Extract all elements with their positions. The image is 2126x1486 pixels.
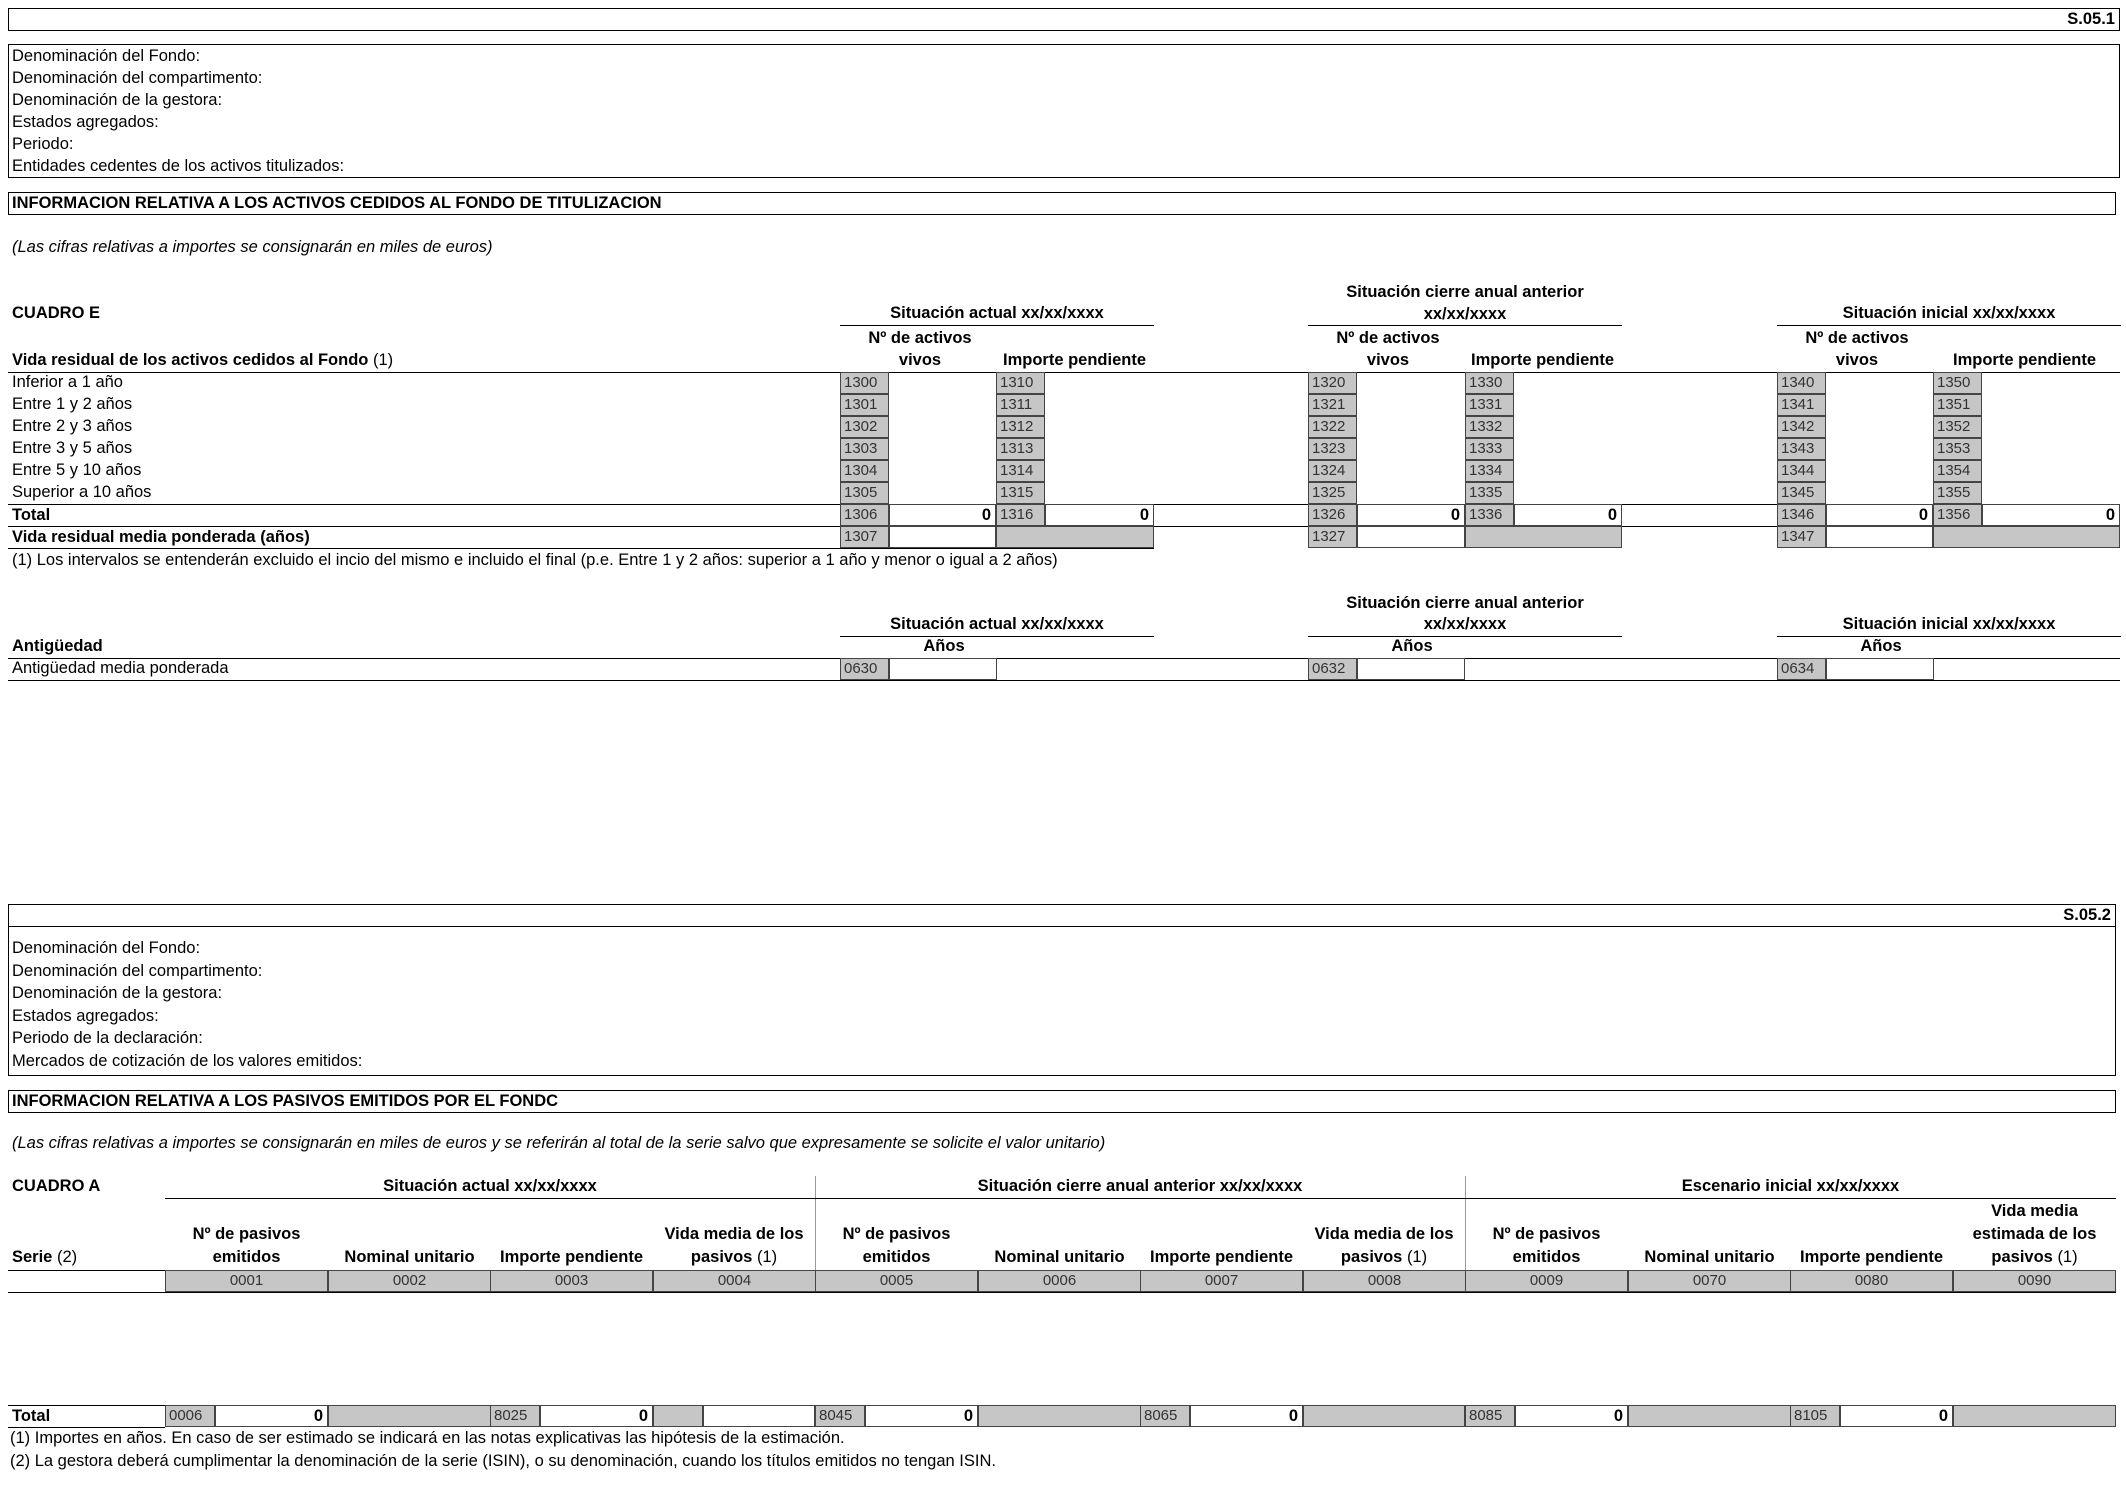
field-code: 1343: [1777, 438, 1826, 460]
s051-cuadro: CUADRO E: [12, 304, 101, 322]
s052-col-vida-est: [1953, 1248, 2116, 1267]
field-code: 1340: [1777, 372, 1826, 394]
total-code: 1356: [1933, 504, 1982, 526]
total-code: 1316: [996, 504, 1045, 526]
s052-group-inicial: Escenario inicial xx/xx/xxxx: [1681, 1177, 1900, 1195]
s052-code: S.05.2: [2063, 906, 2111, 924]
s052-header-line: Denominación del Fondo:: [12, 939, 201, 957]
s052-col-vida-text: pasivos: [1340, 1248, 1403, 1266]
s052-col-vida-text: pasivos: [1991, 1248, 2053, 1266]
ant-value[interactable]: [1357, 658, 1465, 680]
total-code: 8105: [1790, 1405, 1840, 1427]
s052-col-vida-ref: (1): [2057, 1248, 2078, 1266]
s051-vida-bottom-line: [8, 548, 1154, 549]
s051-group-actual-line: [840, 325, 1154, 326]
total-value[interactable]: 0: [1515, 1405, 1628, 1427]
field-code: 1310: [996, 372, 1045, 394]
s051-col-n: Nº de activos: [1805, 329, 1909, 347]
s052-header-line: Mercados de cotización de los valores emitidos:: [12, 1052, 363, 1070]
s052-total-top-line: [8, 1405, 165, 1406]
s052-col-importe: Importe pendiente: [1149, 1248, 1293, 1266]
total-code: 1306: [840, 504, 889, 526]
field-code: 0004: [653, 1270, 816, 1292]
field-code: 1334: [1465, 460, 1514, 482]
ant-code: 0634: [1777, 658, 1826, 680]
s051-header-line: Denominación del compartimento:: [12, 69, 263, 87]
s052-col-vida-text: pasivos: [690, 1248, 753, 1266]
s052-serie-text: Serie: [12, 1248, 53, 1266]
field-code: 1325: [1308, 482, 1357, 504]
total-value[interactable]: 0: [1357, 504, 1465, 526]
s051-col-importe: Importe pendiente: [1003, 351, 1147, 369]
total-value[interactable]: 0: [1190, 1405, 1303, 1427]
field-code: 1351: [1933, 394, 1982, 416]
field-code: 1313: [996, 438, 1045, 460]
s051-ant-group-actual: Situación actual xx/xx/xxxx: [890, 615, 1104, 633]
total-code: 8025: [490, 1405, 540, 1427]
vida-greyed: [1933, 526, 2120, 548]
field-code: 1331: [1465, 394, 1514, 416]
s052-col-nominal: Nominal unitario: [1644, 1248, 1775, 1266]
field-code: 1300: [840, 372, 889, 394]
s052-group-anterior: Situación cierre anual anterior xx/xx/xxxx: [977, 1177, 1303, 1195]
total-code: 8045: [815, 1405, 865, 1427]
s052-total-label: Total: [12, 1407, 51, 1425]
s052-col-n: emitidos: [212, 1248, 281, 1266]
s051-ant-row-label: Antigüedad media ponderada: [12, 659, 229, 677]
s051-row-label: Entre 1 y 2 años: [12, 395, 133, 413]
s051-row-header: [12, 351, 393, 370]
s051-row-label: Inferior a 1 año: [12, 373, 123, 391]
s051-section-title: INFORMACION RELATIVA A LOS ACTIVOS CEDIDOS AL FONDO DE TITULIZACION: [12, 194, 662, 212]
field-code: 1314: [996, 460, 1045, 482]
s051-group-anterior: Situación cierre anual anterior: [1346, 283, 1584, 301]
s051-ant-group-anterior-date: xx/xx/xxxx: [1423, 615, 1507, 633]
s052-total-bottom-line: [8, 1427, 165, 1428]
s051-ant-col: Años: [1860, 637, 1902, 655]
s052-col-n: Nº de pasivos: [842, 1225, 951, 1243]
field-code: 0009: [1465, 1270, 1628, 1292]
s051-col-importe: Importe pendiente: [1953, 351, 2097, 369]
field-code: 1324: [1308, 460, 1357, 482]
total-code: 1336: [1465, 504, 1514, 526]
field-code: 0008: [1303, 1270, 1466, 1292]
field-code: 0002: [328, 1270, 491, 1292]
vida-greyed: [1465, 526, 1622, 548]
s051-ant-col: Años: [1391, 637, 1433, 655]
s051-col-importe: Importe pendiente: [1471, 351, 1615, 369]
total-value[interactable]: 0: [1840, 1405, 1953, 1427]
total-value[interactable]: 0: [1514, 504, 1622, 526]
s052-footnote: (1) Importes en años. En caso de ser estimado se indicará en las notas explicativas las hipótesis de la estimación.: [10, 1429, 845, 1447]
field-code: 0006: [978, 1270, 1141, 1292]
field-code: 1341: [1777, 394, 1826, 416]
s052-serie-label: [12, 1248, 77, 1267]
s052-header-line: Denominación del compartimento:: [12, 962, 263, 980]
s051-group-anterior-line: [1308, 325, 1622, 326]
s051-col-n: vivos: [1835, 351, 1879, 369]
field-code: 0005: [815, 1270, 978, 1292]
vida-value[interactable]: [1357, 526, 1465, 548]
s051-ant-col: Años: [923, 637, 965, 655]
total-code: 1326: [1308, 504, 1357, 526]
field-code: 0007: [1140, 1270, 1303, 1292]
total-greyed: [653, 1405, 703, 1427]
field-code: 1305: [840, 482, 889, 504]
s051-ant-group-anterior: Situación cierre anual anterior: [1346, 594, 1584, 612]
total-value[interactable]: 0: [540, 1405, 653, 1427]
s051-header-line: Entidades cedentes de los activos titulizados:: [12, 157, 345, 175]
total-code: 0006: [165, 1405, 215, 1427]
s052-col-n: emitidos: [1512, 1248, 1581, 1266]
vida-value[interactable]: [1826, 526, 1933, 548]
s052-group-actual: Situación actual xx/xx/xxxx: [383, 1177, 597, 1195]
total-value[interactable]: 0: [215, 1405, 328, 1427]
total-blank: [703, 1405, 815, 1427]
s052-col-vida: Vida media de los: [1314, 1225, 1454, 1243]
total-greyed: [1953, 1405, 2116, 1427]
s051-header-line: Denominación del Fondo:: [12, 47, 201, 65]
field-code: 0070: [1628, 1270, 1791, 1292]
s052-col-importe: Importe pendiente: [499, 1248, 643, 1266]
s052-col-n: Nº de pasivos: [192, 1225, 301, 1243]
s051-col-n: Nº de activos: [868, 329, 972, 347]
field-code: 1344: [1777, 460, 1826, 482]
s051-header-line: Periodo:: [12, 135, 74, 153]
total-value[interactable]: 0: [1982, 504, 2120, 526]
ant-value[interactable]: [889, 658, 997, 680]
field-code: 1320: [1308, 372, 1357, 394]
vida-code: 1347: [1777, 526, 1826, 548]
s052-col-vida: [1303, 1248, 1465, 1267]
field-code: 1335: [1465, 482, 1514, 504]
field-code: 1315: [996, 482, 1045, 504]
s052-codes-top-line: [8, 1270, 165, 1271]
s051-code: S.05.1: [2067, 10, 2115, 28]
s051-col-n: vivos: [1366, 351, 1410, 369]
s051-section-title-bar: [8, 192, 2116, 215]
field-code: 1352: [1933, 416, 1982, 438]
vida-greyed: [996, 526, 1154, 548]
s052-footnote: (2) La gestora deberá cumplimentar la denominación de la serie (ISIN), o su denominación, cuando los títulos emitidos no tengan ISIN.: [10, 1452, 996, 1470]
s052-codes-bottom-line: [8, 1292, 2116, 1293]
s051-note: (Las cifras relativas a importes se consignarán en miles de euros): [12, 238, 493, 256]
vida-code: 1307: [840, 526, 889, 548]
total-code: 8065: [1140, 1405, 1190, 1427]
field-code: 1354: [1933, 460, 1982, 482]
field-code: 1312: [996, 416, 1045, 438]
field-code: 0003: [490, 1270, 653, 1292]
field-code: 0001: [165, 1270, 328, 1292]
s052-col-importe: Importe pendiente: [1799, 1248, 1943, 1266]
s051-footnote: (1) Los intervalos se entenderán excluido el incio del mismo e incluido el final (p.e. Entre 1 y 2 años: superior a 1 año y menor o igual a 2 años): [12, 551, 1058, 569]
s052-col-nominal: Nominal unitario: [994, 1248, 1125, 1266]
total-greyed: [1303, 1405, 1465, 1427]
vida-code: 1327: [1308, 526, 1357, 548]
s051-ant-title: Antigüedad: [12, 637, 103, 655]
s052-col-vida-est: estimada de los: [1972, 1225, 2097, 1243]
s051-header-line: Denominación de la gestora:: [12, 91, 223, 109]
s052-header-box: [8, 926, 2116, 1076]
field-code: 1333: [1465, 438, 1514, 460]
field-code: 0090: [1953, 1270, 2116, 1292]
s051-code-bar: [8, 8, 2120, 31]
total-value[interactable]: 0: [865, 1405, 978, 1427]
field-code: 1332: [1465, 416, 1514, 438]
total-code: 8085: [1465, 1405, 1515, 1427]
s052-section-title-bar: [8, 1090, 2116, 1113]
s052-group-line: [165, 1198, 2116, 1199]
s051-ant-bottom-line: [8, 680, 2120, 681]
field-code: 1342: [1777, 416, 1826, 438]
ant-code: 0630: [840, 658, 889, 680]
s052-col-vida-ref: (1): [756, 1248, 778, 1266]
s051-row-label: Entre 2 y 3 años: [12, 417, 133, 435]
s052-col-vida-ref: (1): [1406, 1248, 1428, 1266]
total-greyed: [978, 1405, 1141, 1427]
s052-note: (Las cifras relativas a importes se consignarán en miles de euros y se referirán al total de la serie salvo que expresamente se solicite el valor unitario): [12, 1134, 1106, 1152]
ant-value[interactable]: [1826, 658, 1934, 680]
s052-cuadro: CUADRO A: [12, 1177, 101, 1195]
ant-code: 0632: [1308, 658, 1357, 680]
s051-row-label: Superior a 10 años: [12, 483, 152, 501]
field-code: 1323: [1308, 438, 1357, 460]
s051-vida-label: Vida residual media ponderada (años): [12, 528, 310, 546]
field-code: 0080: [1790, 1270, 1953, 1292]
s051-group-actual: Situación actual xx/xx/xxxx: [890, 304, 1104, 322]
s052-col-nominal: Nominal unitario: [344, 1248, 475, 1266]
field-code: 1355: [1933, 482, 1982, 504]
field-code: 1304: [840, 460, 889, 482]
field-code: 1322: [1308, 416, 1357, 438]
s052-header-line: Periodo de la declaración:: [12, 1029, 203, 1047]
s052-col-n: emitidos: [862, 1248, 931, 1266]
total-value[interactable]: 0: [1826, 504, 1933, 526]
s052-header-line: Estados agregados:: [12, 1007, 159, 1025]
total-value[interactable]: 0: [1045, 504, 1154, 526]
s052-col-n: Nº de pasivos: [1492, 1225, 1601, 1243]
s052-col-vida-est: Vida media: [1991, 1202, 2078, 1220]
s051-col-n: Nº de activos: [1336, 329, 1440, 347]
s052-col-vida: [653, 1248, 815, 1267]
total-greyed: [1628, 1405, 1791, 1427]
vida-value[interactable]: [889, 526, 996, 548]
s051-header-line: Estados agregados:: [12, 113, 159, 131]
field-code: 1302: [840, 416, 889, 438]
s051-group-anterior-date: xx/xx/xxxx: [1423, 305, 1507, 323]
s051-row-label: Entre 5 y 10 años: [12, 461, 142, 479]
s051-group-inicial: Situación inicial xx/xx/xxxx: [1842, 304, 2056, 322]
s052-col-vida: Vida media de los: [664, 1225, 804, 1243]
total-code: 1346: [1777, 504, 1826, 526]
s052-section-title: INFORMACION RELATIVA A LOS PASIVOS EMITIDOS POR EL FONDC: [12, 1092, 559, 1110]
s052-serie-ref: (2): [56, 1248, 78, 1266]
field-code: 1350: [1933, 372, 1982, 394]
field-code: 1321: [1308, 394, 1357, 416]
s052-code-bar: [8, 904, 2116, 927]
s051-row-header-text: Vida residual de los activos cedidos al Fondo: [12, 351, 369, 369]
field-code: 1353: [1933, 438, 1982, 460]
s051-header-box: [8, 44, 2120, 178]
s051-ant-group-inicial: Situación inicial xx/xx/xxxx: [1842, 615, 2056, 633]
total-value[interactable]: 0: [889, 504, 996, 526]
field-code: 1345: [1777, 482, 1826, 504]
field-code: 1311: [996, 394, 1045, 416]
s051-group-inicial-line: [1777, 325, 2121, 326]
total-greyed: [328, 1405, 491, 1427]
field-code: 1301: [840, 394, 889, 416]
s051-total-label: Total: [12, 506, 51, 524]
s052-header-line: Denominación de la gestora:: [12, 984, 223, 1002]
field-code: 1303: [840, 438, 889, 460]
s051-col-n: vivos: [898, 351, 942, 369]
s051-row-header-ref: (1): [372, 351, 394, 369]
field-code: 1330: [1465, 372, 1514, 394]
s051-row-label: Entre 3 y 5 años: [12, 439, 133, 457]
